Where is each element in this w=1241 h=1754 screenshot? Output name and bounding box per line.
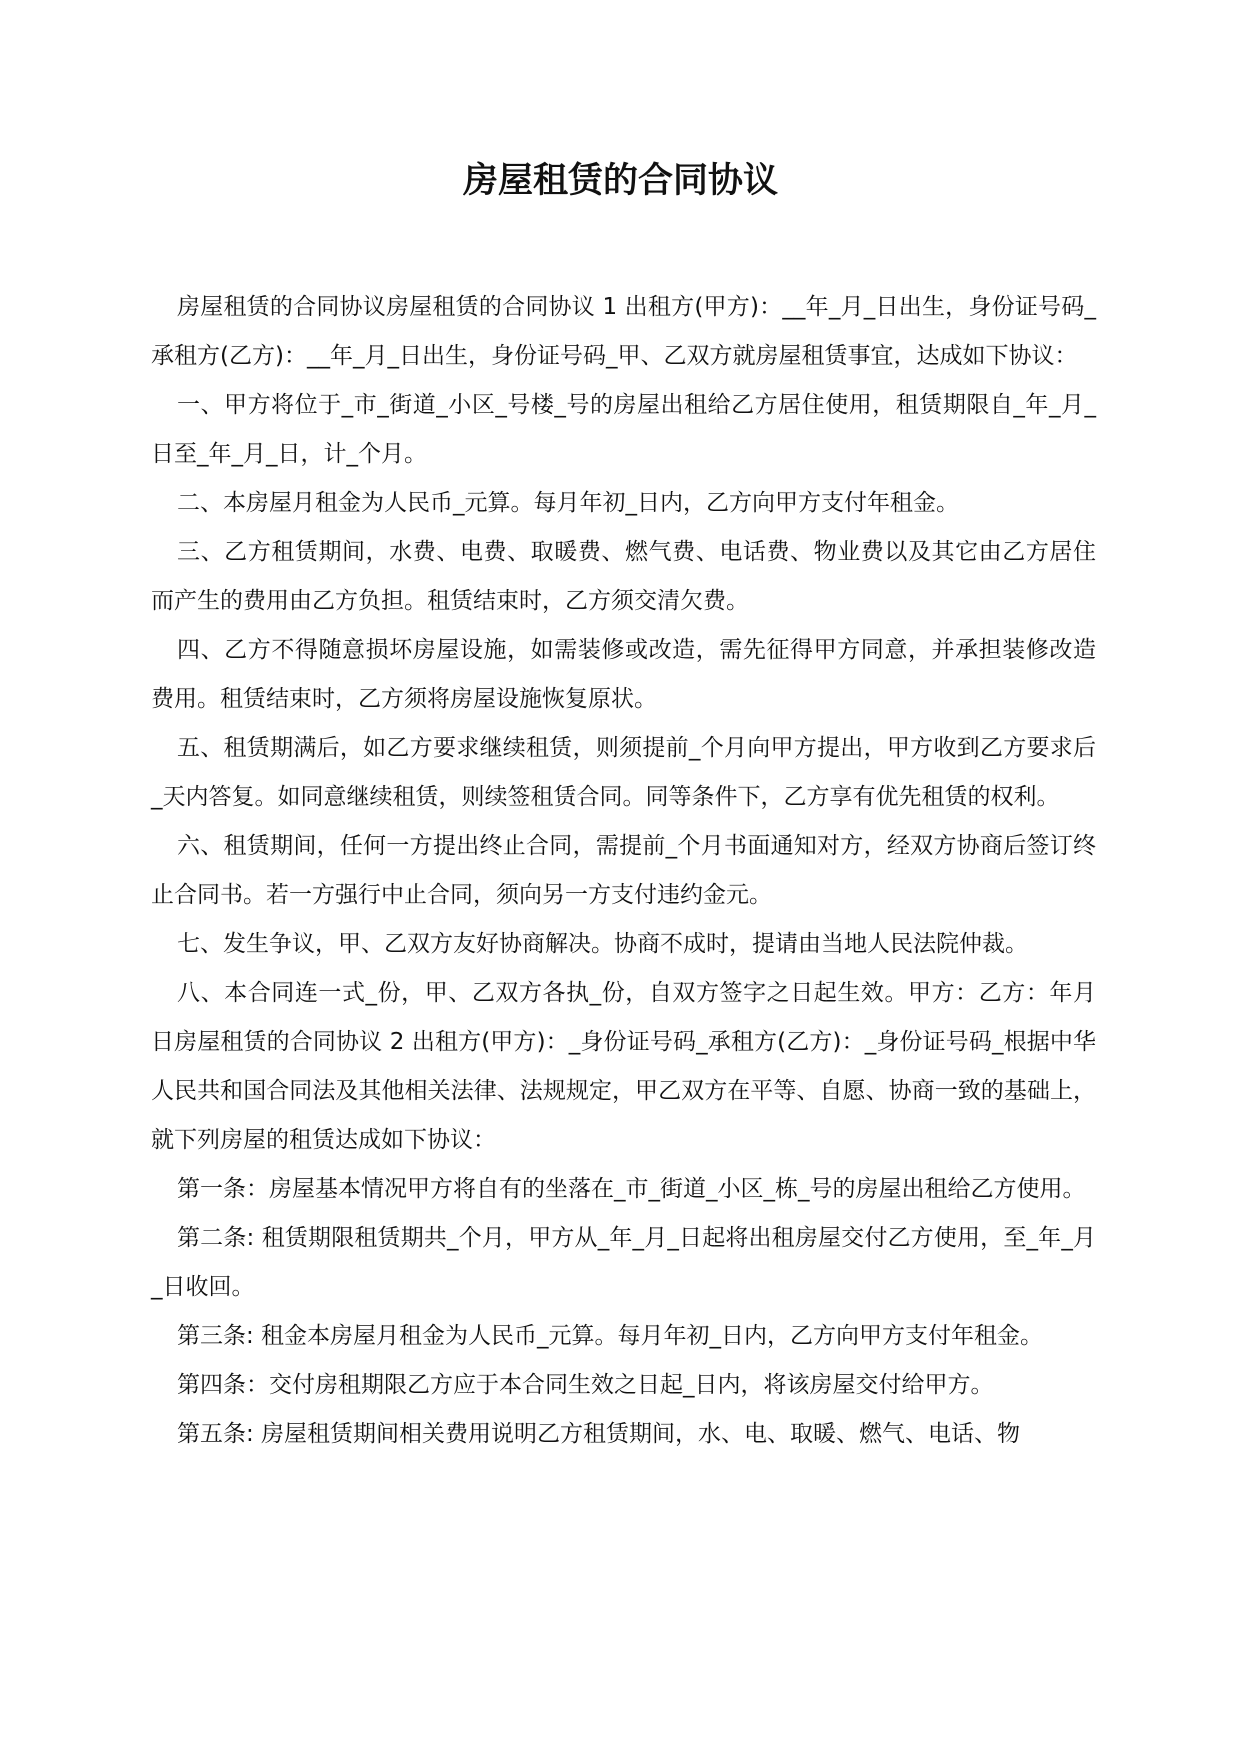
paragraph-clause-1: 一、甲方将位于_市_街道_小区_号楼_号的房屋出租给乙方居住使用，租赁期限自_年_月_日至_年_月_日，计_个月。 (151, 392, 1096, 467)
document-title: 房屋租赁的合同协议 (462, 161, 778, 201)
paragraph-article-3: 第三条: 租金本房屋月租金为人民币_元算。每月年初_日内，乙方向甲方支付年租金。 (177, 1323, 1044, 1349)
paragraph-clause-6: 六、租赁期间，任何一方提出终止合同，需提前_个月书面通知对方，经双方协商后签订终止合同书。若一方强行中止合同，须向另一方支付违约金元。 (151, 833, 1096, 908)
paragraph-article-4: 第四条：交付房租期限乙方应于本合同生效之日起_日内，将该房屋交付给甲方。 (177, 1372, 994, 1398)
paragraph-clause-3: 三、乙方租赁期间，水费、电费、取暖费、燃气费、电话费、物业费以及其它由乙方居住而产生的费用由乙方负担。租赁结束时，乙方须交清欠费。 (151, 539, 1096, 614)
paragraph-clause-2: 二、本房屋月租金为人民币_元算。每月年初_日内，乙方向甲方支付年租金。 (177, 490, 959, 516)
paragraph-clause-8: 八、本合同连一式_份，甲、乙双方各执_份，自双方签字之日起生效。甲方：乙方：年月日房屋租赁的合同协议 2 出租方(甲方)：_身份证号码_承租方(乙方)：_身份证号码_根据中华人民共和国合同法及其他相关法律、法规规定，甲乙双方在平等、自愿、协商一致的基础上，就下列房屋的租赁达成如下协议： (151, 980, 1096, 1153)
document-body (151, 283, 1096, 1459)
paragraph-clause-4: 四、乙方不得随意损坏房屋设施，如需装修或改造，需先征得甲方同意，并承担装修改造费用。租赁结束时，乙方须将房屋设施恢复原状。 (151, 637, 1096, 712)
paragraph-article-5: 第五条: 房屋租赁期间相关费用说明乙方租赁期间，水、电、取暖、燃气、电话、物 (177, 1421, 1021, 1447)
paragraph-article-1: 第一条：房屋基本情况甲方将自有的坐落在_市_街道_小区_栋_号的房屋出租给乙方使用。 (177, 1176, 1086, 1202)
paragraph-intro: 房屋租赁的合同协议房屋租赁的合同协议 1 出租方(甲方)：__年_月_日出生，身份证号码_承租方(乙方)：__年_月_日出生，身份证号码_甲、乙双方就房屋租赁事宜，达成如下协议： (151, 294, 1096, 369)
paragraph-clause-7: 七、发生争议，甲、乙双方友好协商解决。协商不成时，提请由当地人民法院仲裁。 (177, 931, 1028, 957)
paragraph-clause-5: 五、租赁期满后，如乙方要求继续租赁，则须提前_个月向甲方提出，甲方收到乙方要求后_天内答复。如同意继续租赁，则续签租赁合同。同等条件下，乙方享有优先租赁的权利。 (151, 735, 1096, 810)
paragraph-article-2: 第二条: 租赁期限租赁期共_个月，甲方从_年_月_日起将出租房屋交付乙方使用，至_年_月_日收回。 (151, 1225, 1096, 1300)
